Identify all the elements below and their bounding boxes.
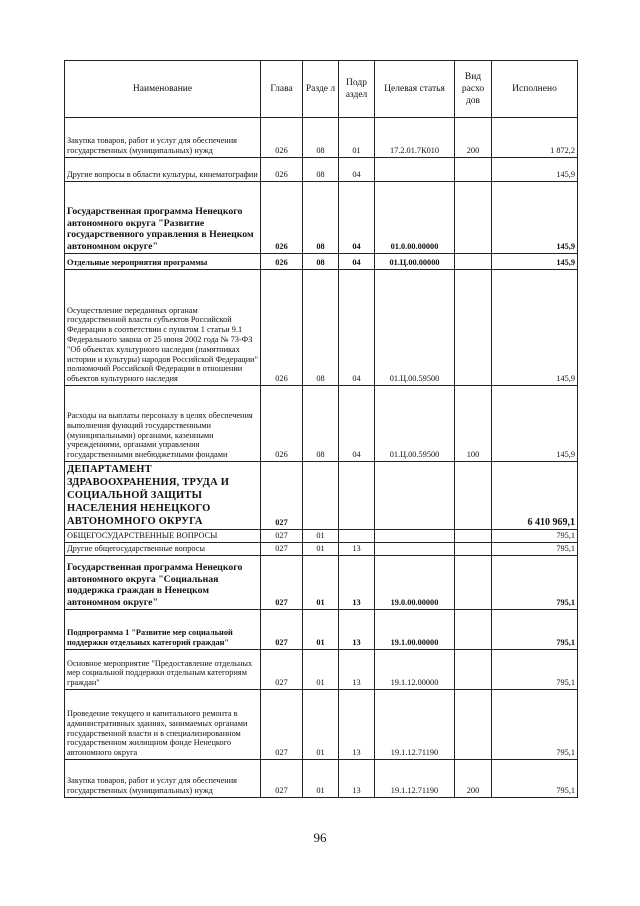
row-chapter: 026 [261,270,303,386]
row-section: 01 [303,650,339,690]
row-target [375,543,455,556]
row-target: 19.1.00.00000 [375,610,455,650]
row-name: Расходы на выплаты персоналу в целях обеспечения выполнения функций государственными (муниципальными) органами, казенными учреждениями, органами управления государственными внебюджетными фондами [65,386,261,462]
row-executed: 795,1 [492,543,578,556]
row-expense-type [455,182,492,254]
row-section: 01 [303,543,339,556]
row-target: 01.Ц.00.59500 [375,270,455,386]
row-section [303,462,339,530]
table-row [65,270,578,386]
row-target: 19.1.12.00000 [375,650,455,690]
row-chapter: 026 [261,254,303,270]
row-name: Осуществление переданных органам государственной власти субъектов Российской Федерации в соответствии с пунктом 1 статьи 9.1 Федерального закона от 25 июня 2002 года № 73-ФЗ "Об объектах культурного наследия (памятниках истории и культуры) народов Российской Федерации" полномочий Российской Федерации в отношении объектов культурного наследия [65,270,261,386]
row-expense-type [455,610,492,650]
row-name: Другие общегосударственные вопросы [65,543,261,556]
row-name: Подпрограмма 1 "Развитие мер социальной поддержки отдельных категорий граждан" [65,610,261,650]
row-section: 01 [303,556,339,610]
row-subsection: 04 [339,254,375,270]
row-section: 08 [303,270,339,386]
row-chapter: 027 [261,650,303,690]
row-executed: 145,9 [492,270,578,386]
row-expense-type: 200 [455,760,492,798]
row-name: Закупка товаров, работ и услуг для обеспечения государственных (муниципальных) нужд [65,118,261,158]
header-expense-type: Вид расхо дов [455,61,492,118]
row-subsection: 13 [339,650,375,690]
row-name: Государственная программа Ненецкого автономного округа "Развитие государственного управления в Ненецком автономном округе" [65,182,261,254]
header-chapter: Глава [261,61,303,118]
row-name: Проведение текущего и капитального ремонта в административных зданиях, занимаемых органами государственной власти и в специализированном государственном жилищном фонде Ненецкого автономного округа [65,690,261,760]
table-row [65,182,578,254]
row-subsection: 04 [339,386,375,462]
table-row [65,543,578,556]
row-subsection [339,462,375,530]
row-section: 08 [303,386,339,462]
table-row [65,556,578,610]
row-target: 17.2.01.7К010 [375,118,455,158]
row-subsection [339,530,375,543]
row-target: 01.0.00.00000 [375,182,455,254]
row-section: 08 [303,254,339,270]
row-section: 01 [303,530,339,543]
header-executed: Исполнено [492,61,578,118]
table-row [65,650,578,690]
row-expense-type [455,254,492,270]
row-target: 19.0.00.00000 [375,556,455,610]
row-section: 08 [303,158,339,182]
table-row [65,760,578,798]
row-target: 01.Ц.00.59500 [375,386,455,462]
row-name: Основное мероприятие "Предоставление отдельных мер социальной поддержки отдельным категориям граждан" [65,650,261,690]
row-expense-type [455,543,492,556]
table-row [65,386,578,462]
row-executed: 145,9 [492,386,578,462]
row-executed: 145,9 [492,158,578,182]
row-executed: 795,1 [492,650,578,690]
row-section: 01 [303,760,339,798]
row-subsection: 04 [339,182,375,254]
row-name: Закупка товаров, работ и услуг для обеспечения государственных (муниципальных) нужд [65,760,261,798]
row-expense-type: 100 [455,386,492,462]
row-chapter: 027 [261,530,303,543]
page-number: 96 [313,830,327,845]
table-row [65,690,578,760]
row-subsection: 13 [339,610,375,650]
row-name: Отдельные мероприятия программы [65,254,261,270]
row-name: Государственная программа Ненецкого автономного округа "Социальная поддержка граждан в Ненецком автономном округе" [65,556,261,610]
table-row [65,530,578,543]
row-subsection: 04 [339,158,375,182]
row-executed: 6 410 969,1 [492,462,578,530]
row-expense-type [455,650,492,690]
budget-table [64,60,578,798]
row-section: 01 [303,690,339,760]
row-subsection: 13 [339,543,375,556]
row-chapter: 027 [261,543,303,556]
row-target: 01.Ц.00.00000 [375,254,455,270]
row-chapter: 027 [261,690,303,760]
row-section: 08 [303,182,339,254]
row-chapter: 027 [261,760,303,798]
row-chapter: 027 [261,462,303,530]
row-name: ОБЩЕГОСУДАРСТВЕННЫЕ ВОПРОСЫ [65,530,261,543]
table-header-row [65,61,578,118]
row-expense-type [455,530,492,543]
row-chapter: 026 [261,182,303,254]
row-executed: 1 872,2 [492,118,578,158]
row-target [375,462,455,530]
row-subsection: 04 [339,270,375,386]
row-executed: 795,1 [492,610,578,650]
header-name: Наименование [65,61,261,118]
table-row [65,462,578,530]
row-expense-type: 200 [455,118,492,158]
row-expense-type [455,270,492,386]
table-row [65,118,578,158]
row-executed: 795,1 [492,530,578,543]
row-chapter: 026 [261,118,303,158]
row-target: 19.1.12.71190 [375,760,455,798]
row-chapter: 026 [261,386,303,462]
row-executed: 145,9 [492,254,578,270]
header-subsection: Подр аздел [339,61,375,118]
row-expense-type [455,462,492,530]
header-section: Разде л [303,61,339,118]
row-target [375,158,455,182]
row-name: ДЕПАРТАМЕНТ ЗДРАВООХРАНЕНИЯ, ТРУДА И СОЦИАЛЬНОЙ ЗАЩИТЫ НАСЕЛЕНИЯ НЕНЕЦКОГО АВТОНОМНОГО ОКРУГА [65,462,261,530]
row-expense-type [455,158,492,182]
row-subsection: 13 [339,556,375,610]
row-executed: 795,1 [492,556,578,610]
row-section: 01 [303,610,339,650]
row-subsection: 13 [339,690,375,760]
row-name: Другие вопросы в области культуры, кинематографии [65,158,261,182]
table-row [65,158,578,182]
row-expense-type [455,690,492,760]
row-chapter: 026 [261,158,303,182]
row-subsection: 01 [339,118,375,158]
row-expense-type [455,556,492,610]
row-chapter: 027 [261,610,303,650]
row-section: 08 [303,118,339,158]
row-target [375,530,455,543]
row-executed: 795,1 [492,760,578,798]
row-chapter: 027 [261,556,303,610]
header-target: Целевая статья [375,61,455,118]
row-subsection: 13 [339,760,375,798]
row-target: 19.1.12.71190 [375,690,455,760]
row-executed: 795,1 [492,690,578,760]
table-row [65,254,578,270]
row-executed: 145,9 [492,182,578,254]
table-row [65,610,578,650]
